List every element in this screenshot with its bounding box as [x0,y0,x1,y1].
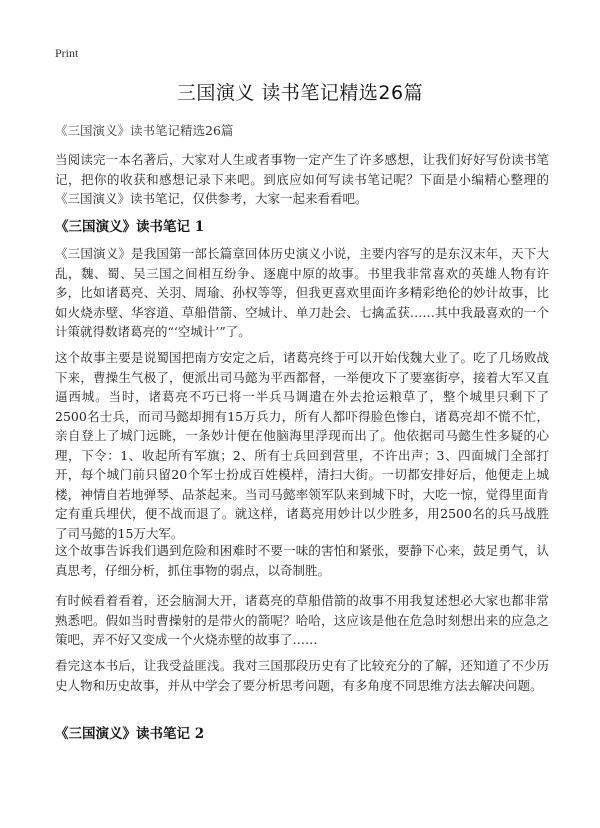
intro-paragraph: 当阅读完一本名著后，大家对人生或者事物一定产生了许多感想，让我们好好写份读书笔记，把你的收获和感想记录下来吧。到底应如何写读书笔记呢？下面是小编精心整理的《三国演义》读书笔记，仅供参考，大家一起来看看吧。 [55,152,549,206]
print-label[interactable]: Print [55,46,79,60]
paragraph: 有时候看着看着，还会脑洞大开，诸葛亮的草船借箭的故事不用我复述想必大家也都非常熟悉吧。假如当时曹操射的是带火的箭呢？哈哈，这应该是他在危急时刻想出来的应急之策吧，弄不好又变成一个火烧赤壁的故事了…… [55,593,549,647]
section-heading-2: 《三国演义》读书笔记 2 [55,726,205,742]
page-subtitle: 《三国演义》读书笔记精选26篇 [55,123,234,138]
page-title: 三国演义 读书笔记精选26篇 [176,82,424,104]
paragraph: 《三国演义》是我国第一部长篇章回体历史演义小说，主要内容写的是东汉末年，天下大乱，魏、蜀、吴三国之间相互纷争、逐鹿中原的故事。书里我非常喜欢的英雄人物有许多，比如诸葛亮、关羽、周瑜、孙权等等，但我更喜欢里面许多精彩绝伦的妙计故事，比如火烧赤壁、华容道、草船借箭、空城计、单刀赴会、七擒孟获……其中我最喜欢的一个计策就得数诸葛亮的“‘空城计’”了。 [55,246,549,339]
paragraph: 这个故事告诉我们遇到危险和困难时不要一味的害怕和紧张，要静下心来，鼓足勇气，认真思考，仔细分析，抓住事物的弱点，以奇制胜。 [55,543,549,578]
paragraph: 这个故事主要是说蜀国把南方安定之后，诸葛亮终于可以开始伐魏大业了。吃了几场败战下来，曹操生气极了，便派出司马懿为平西都督，一举便攻下了要塞街亭，接着大军又直逼西城。当时，诸葛亮不巧已将一半兵马调遣在外去抢运粮草了，整个城里只剩下了2500名士兵，而司马懿却拥有15万兵力，所有人都吓得脸色惨白，诸葛亮却不慌不忙，亲自登上了城门远眺，一条妙计便在他脑海里浮现而出了。他依据司马懿生性多疑的心理，下令：1、收起所有军旗；2、所有士兵回到营里，不许出声；3、四面城门全部打开，每个城门前只留20个军士扮成百姓模样，清扫大街。一切都安排好后，他便走上城楼，神情自若地弹琴、品茶起来。当司马懿率领军队来到城下时，大吃一惊，觉得里面肯定有重兵埋伏，便不战而退了。就这样，诸葛亮用妙计以少胜多，用2500名的兵马战胜了司马懿的15万大军。 [55,350,549,541]
section-heading-1: 《三国演义》读书笔记 1 [55,219,205,235]
paragraph: 看完这本书后，让我受益匪浅。我对三国那段历史有了比较充分的了解，还知道了不少历史人物和历史故事，并从中学会了要分析思考问题，有多角度不同思维方法去解决问题。 [55,658,549,693]
